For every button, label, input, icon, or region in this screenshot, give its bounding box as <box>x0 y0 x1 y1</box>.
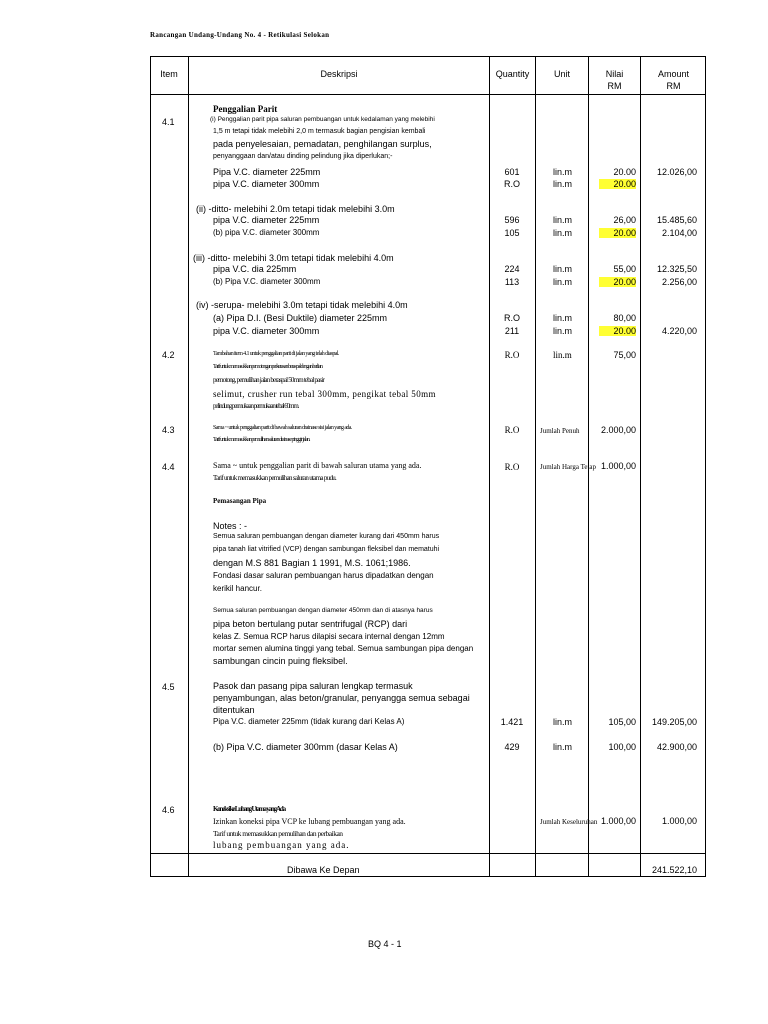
section-title: Penggalian Parit <box>213 104 278 114</box>
amount-cell: 42.900,00 <box>656 742 697 752</box>
description-line: pemotong, pemulihan jalan beraspal 50mm tebal pasir <box>213 376 325 384</box>
rate-cell: 20.00 <box>591 179 636 189</box>
amount-cell: 4.220,00 <box>661 326 697 336</box>
quantity-cell: R.O <box>503 313 520 323</box>
item-number: 4.3 <box>162 425 175 435</box>
unit-cell: lin.m <box>553 717 573 727</box>
description-line: pelindung permukaan permukaan tebal 60mm. <box>213 402 299 410</box>
total-divider <box>150 853 706 854</box>
note-line: sambungan cincin puing fleksibel. <box>213 656 348 666</box>
quantity-cell: R.O <box>504 350 520 360</box>
section-heading: Pemasangan Pipa <box>213 497 267 505</box>
note-line: pipa tanah liat vitrified (VCP) dengan sambungan fleksibel dan mematuhi <box>213 546 440 553</box>
rate-cell: 55,00 <box>613 264 636 274</box>
note-line: mortar semen alumina tinggi yang tebal. Semua sambungan pipa dengan <box>213 644 474 653</box>
description-line: pipa V.C. diameter 300mm <box>213 179 320 189</box>
description-line: Tarif untuk memasukkan pemulihan saluran utama pudu. <box>213 474 337 482</box>
description-line: pipa V.C. diameter 300mm <box>213 326 320 336</box>
rate-cell: 75,00 <box>613 350 636 360</box>
unit-cell: lin.m <box>553 277 573 287</box>
quantity-cell: 429 <box>504 742 520 752</box>
col-head-unit: Unit <box>553 69 570 79</box>
note-line: kelas Z. Semua RCP harus dilapisi secara internal dengan 12mm <box>213 632 445 641</box>
description-line: (a) Pipa D.I. (Besi Duktile) diameter 225mm <box>213 313 388 323</box>
rate-cell: 1.000,00 <box>600 461 636 471</box>
note-line: kerikil hancur. <box>213 584 262 593</box>
page-number: BQ 4 - 1 <box>368 939 402 949</box>
description-line: Tarif untuk memasukkan pemulihan dan perbaikan <box>213 829 343 838</box>
subsection-heading: (ii) -ditto- melebihi 2.0m tetapi tidak melebihi 3.0m <box>196 204 395 214</box>
subsection-heading: (iii) -ditto- melebihi 3.0m tetapi tidak melebihi 4.0m <box>193 253 394 263</box>
item-number: 4.4 <box>162 462 175 472</box>
item-number: 4.5 <box>162 682 175 692</box>
description-line: (i) Penggalian parit pipa saluran pembuangan untuk kedalaman yang melebihi <box>210 116 435 123</box>
amount-cell: 1.000,00 <box>661 816 697 826</box>
note-line: dengan M.S 881 Bagian 1 1991, M.S. 1061;1986. <box>213 558 411 568</box>
notes-label: Notes : - <box>213 521 248 531</box>
rate-cell: 20.00 <box>591 326 636 336</box>
description-line: Tarif untuk memasukkan pemotongan perkerasan beraspal dengan berlian <box>213 364 323 370</box>
note-line: pipa beton bertulang putar sentrifugal (RCP) dari <box>213 619 408 629</box>
quantity-cell: 211 <box>504 326 520 336</box>
unit-cell: lin.m <box>553 264 573 274</box>
col-head-item: Item <box>160 69 178 79</box>
description-line: Izinkan koneksi pipa VCP ke lubang pembuangan yang ada. <box>213 817 406 826</box>
rate-cell: 105,00 <box>608 717 636 727</box>
unit-cell: lin.m <box>553 350 572 360</box>
unit-cell: lin.m <box>553 228 573 238</box>
col-head-quantity: Quantity <box>495 69 530 79</box>
quantity-cell: 224 <box>504 264 520 274</box>
description-line: Pasok dan pasang pipa saluran lengkap termasuk <box>213 681 413 691</box>
quantity-cell: 596 <box>504 215 520 225</box>
column-divider <box>535 56 536 877</box>
total-label: Dibawa Ke Depan <box>287 865 360 875</box>
description-line: (b) pipa V.C. diameter 300mm <box>213 228 320 237</box>
description-line: penyambungan, alas beton/granular, penyangga semua sebagai <box>213 693 470 703</box>
quantity-cell: 105 <box>504 228 520 238</box>
amount-cell: 2.104,00 <box>661 228 697 238</box>
col-head-deskripsi: Deskripsi <box>320 69 358 79</box>
quantity-cell: 113 <box>504 277 520 287</box>
description-line: pipa V.C. diameter 225mm <box>213 215 320 225</box>
description-line: ditentukan <box>213 705 255 715</box>
column-divider <box>489 56 490 877</box>
unit-cell: lin.m <box>553 742 573 752</box>
description-line: lubang pembuangan yang ada. <box>213 840 350 850</box>
rate-cell: 26,00 <box>613 215 636 225</box>
unit-cell: lin.m <box>553 215 573 225</box>
description-line: Pipa V.C. diameter 225mm (tidak kurang dari Kelas A) <box>213 717 405 726</box>
description-line: pipa V.C. dia 225mm <box>213 264 297 274</box>
unit-cell: lin.m <box>553 179 573 189</box>
item-number: 4.6 <box>162 805 175 815</box>
amount-cell: 2.256,00 <box>661 277 697 287</box>
quantity-cell: R.O <box>503 179 520 189</box>
quantity-cell: 601 <box>504 167 520 177</box>
unit-cell: lin.m <box>553 167 573 177</box>
rate-cell: 2.000,00 <box>600 425 636 435</box>
rate-cell: 80,00 <box>613 313 636 323</box>
description-line: Sama ~ untuk penggalian parit di bawah saluran utama yang ada. <box>213 461 422 470</box>
subsection-heading: (iv) -serupa- melebihi 3.0m tetapi tidak melebihi 4.0m <box>196 300 408 310</box>
rate-cell: 100,00 <box>608 742 636 752</box>
description-line: Sama ~ untuk penggalian parit di bawah saluran drainase sisi jalan yang ada. <box>213 425 352 431</box>
description-line: (b) Pipa V.C. diameter 300mm (dasar Kelas A) <box>213 742 398 752</box>
unit-cell: Jumlah Keseluruhan <box>540 818 598 826</box>
unit-cell: lin.m <box>553 313 573 323</box>
amount-cell: 12.325,50 <box>656 264 697 274</box>
description-line: Pipa V.C. diameter 225mm <box>213 167 321 177</box>
rate-cell: 20.00 <box>613 167 636 177</box>
unit-cell: lin.m <box>553 326 573 336</box>
rate-cell: 1.000,00 <box>600 816 636 826</box>
description-line: 1,5 m tetapi tidak melebihi 2,0 m termasuk bagian pengisian kembali <box>213 128 426 135</box>
header-divider <box>150 94 706 95</box>
amount-cell: 12.026,00 <box>656 167 697 177</box>
note-line: Semua saluran pembuangan dengan diameter 450mm dan di atasnya harus <box>213 607 433 614</box>
column-divider <box>640 56 641 877</box>
section-title: Koneksi ke Lubang Utama yang Ada <box>213 805 285 813</box>
quantity-cell: R.O <box>504 425 520 435</box>
amount-cell: 15.485,60 <box>656 215 697 225</box>
item-number: 4.2 <box>162 350 175 360</box>
note-line: Semua saluran pembuangan dengan diameter kurang dari 450mm harus <box>213 533 440 540</box>
description-line: pada penyelesaian, pemadatan, penghilangan surplus, <box>213 139 432 149</box>
description-line: selimut, crusher run tebal 300mm, pengikat tebal 50mm <box>213 389 436 399</box>
description-line: (b) Pipa V.C. diameter 300mm <box>213 277 321 286</box>
amount-cell: 149.205,00 <box>651 717 697 727</box>
total-amount: 241.522,10 <box>651 865 697 875</box>
column-divider <box>188 56 189 877</box>
quantity-cell: 1.421 <box>500 717 524 727</box>
rate-cell: 20.00 <box>591 277 636 287</box>
description-line: Tarif untuk memasukkan pemulihan saluran drainase pinggir jalan. <box>213 437 310 443</box>
note-line: Fondasi dasar saluran pembuangan harus dipadatkan dengan <box>213 571 434 580</box>
description-line: penyanggaan dan/atau dinding pelindung jika diperlukan;- <box>213 153 393 160</box>
rate-cell: 20.00 <box>591 228 636 238</box>
document-header: Rancangan Undang-Undang No. 4 - Retikulasi Selokan <box>150 31 330 39</box>
col-head-amount: Amount RM <box>657 69 690 91</box>
unit-cell: Jumlah Harga Tetap <box>540 463 597 471</box>
item-number: 4.1 <box>162 117 175 127</box>
description-line: Tambahan item 4.1 untuk penggalian parit di jalan yang telah diaspal. <box>213 351 339 357</box>
unit-cell: Jumlah Penuh <box>540 427 580 435</box>
quantity-cell: R.O <box>504 462 520 472</box>
col-head-nilai: Nilai RM <box>605 69 624 91</box>
